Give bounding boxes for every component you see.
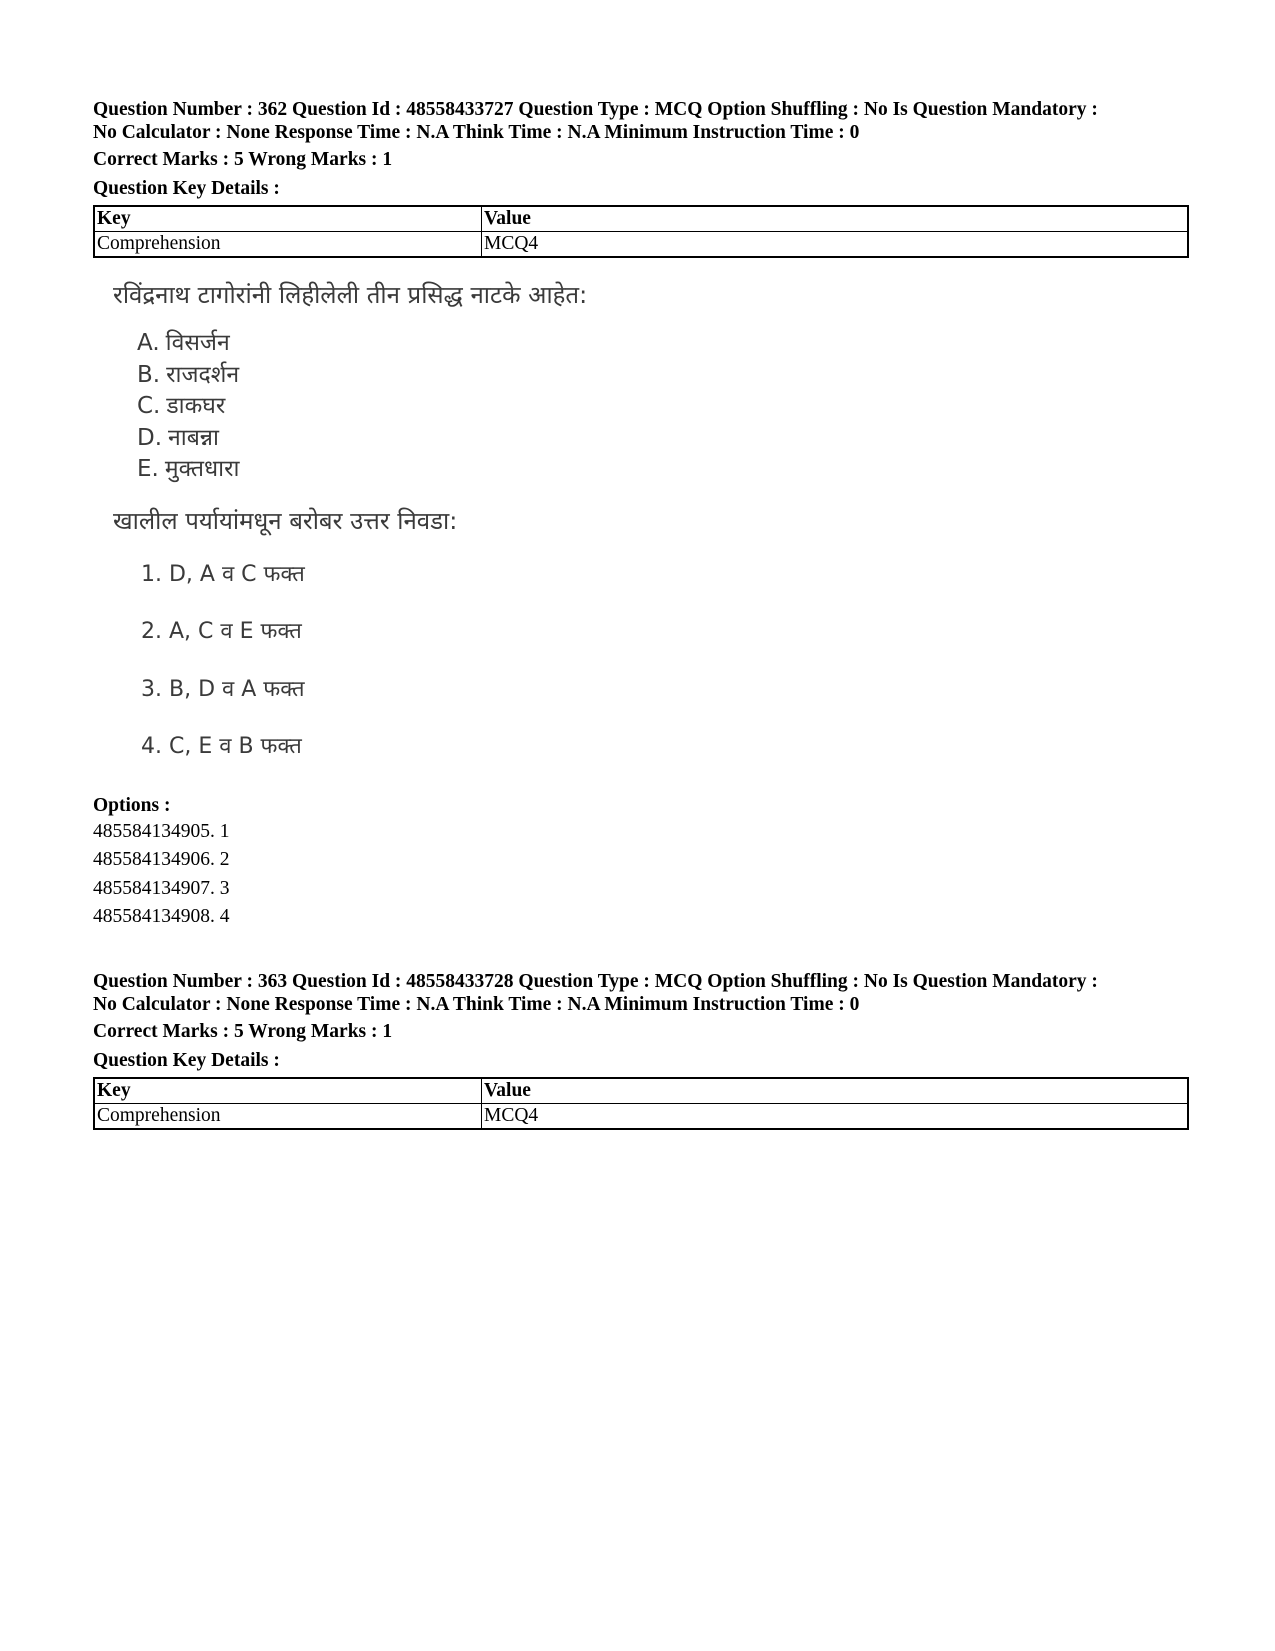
- choice-item: 1. D, A व C फक्त: [141, 561, 305, 587]
- table-header-value: Value: [482, 206, 1189, 232]
- choice-item: 2. A, C व E फक्त: [141, 619, 302, 644]
- statement-item: [137, 423, 1193, 455]
- table-cell-value: MCQ4: [482, 1103, 1189, 1129]
- document-page: [93, 98, 1193, 1130]
- table-cell-key: Comprehension: [94, 232, 482, 258]
- options-label: Options :: [93, 794, 171, 816]
- instruction-text: खालील पर्यायांमधून बरोबर उत्तर निवडा:: [113, 506, 458, 535]
- statement-item: [137, 360, 1193, 392]
- statement-text: डाकघर: [166, 393, 226, 419]
- question-header-line-1: Question Number : 363 Question Id : 48558433728 Question Type : MCQ Option Shuffling : No Is Question Mandatory :: [93, 970, 1098, 992]
- choice-item: 3. B, D व A फक्त: [141, 676, 305, 702]
- key-details-label: Question Key Details :: [93, 178, 280, 199]
- statement-label: A.: [137, 330, 160, 356]
- choice-item: 4. C, E व B फक्त: [141, 734, 302, 759]
- key-details-table: [93, 1077, 1189, 1130]
- key-details-table: [93, 205, 1189, 258]
- question-text: रविंद्रनाथ टागोरांनी लिहीलेली तीन प्रसिद्ध नाटके आहेत:: [113, 281, 588, 309]
- table-row: [94, 1103, 1188, 1129]
- statement-text: विसर्जन: [165, 330, 230, 356]
- statement-item: [137, 391, 1193, 423]
- option-item: 485584134906. 2: [93, 849, 230, 870]
- table-header-row: [94, 206, 1188, 232]
- statement-item: [137, 454, 1193, 486]
- option-item: 485584134905. 1: [93, 820, 230, 842]
- choice-list: [141, 560, 1193, 790]
- statement-label: D.: [137, 424, 163, 451]
- question-image: [113, 280, 1193, 790]
- statement-item: [137, 328, 1193, 360]
- table-cell-key: Comprehension: [94, 1103, 482, 1129]
- table-header-value: Value: [482, 1078, 1189, 1104]
- table-header-row: [94, 1078, 1188, 1104]
- statement-label: B.: [137, 361, 161, 388]
- question-363: [93, 970, 1193, 1130]
- statement-text: नाबन्ना: [168, 424, 219, 451]
- statement-text: मुक्तधारा: [164, 456, 240, 482]
- marks-line: Correct Marks : 5 Wrong Marks : 1: [93, 1020, 393, 1042]
- option-item: 485584134907. 3: [93, 877, 230, 899]
- table-header-key: Key: [94, 1078, 482, 1104]
- marks-line: Correct Marks : 5 Wrong Marks : 1: [93, 149, 393, 170]
- question-header-line-1: Question Number : 362 Question Id : 48558433727 Question Type : MCQ Option Shuffling : No Is Question Mandatory :: [93, 99, 1098, 120]
- table-header-key: Key: [94, 206, 482, 232]
- key-details-label: Question Key Details :: [93, 1049, 280, 1071]
- table-row: [94, 232, 1188, 258]
- question-header-line-2: No Calculator : None Response Time : N.A Think Time : N.A Minimum Instruction Time : 0: [93, 993, 860, 1015]
- statement-label: C.: [137, 393, 161, 419]
- statement-label: E.: [137, 456, 159, 482]
- question-362: [93, 98, 1193, 932]
- table-cell-value: MCQ4: [482, 232, 1189, 258]
- statement-list: [137, 328, 1193, 486]
- question-header-line-2: No Calculator : None Response Time : N.A Think Time : N.A Minimum Instruction Time : 0: [93, 122, 860, 143]
- statement-text: राजदर्शन: [166, 361, 240, 388]
- option-item: 485584134908. 4: [93, 906, 230, 927]
